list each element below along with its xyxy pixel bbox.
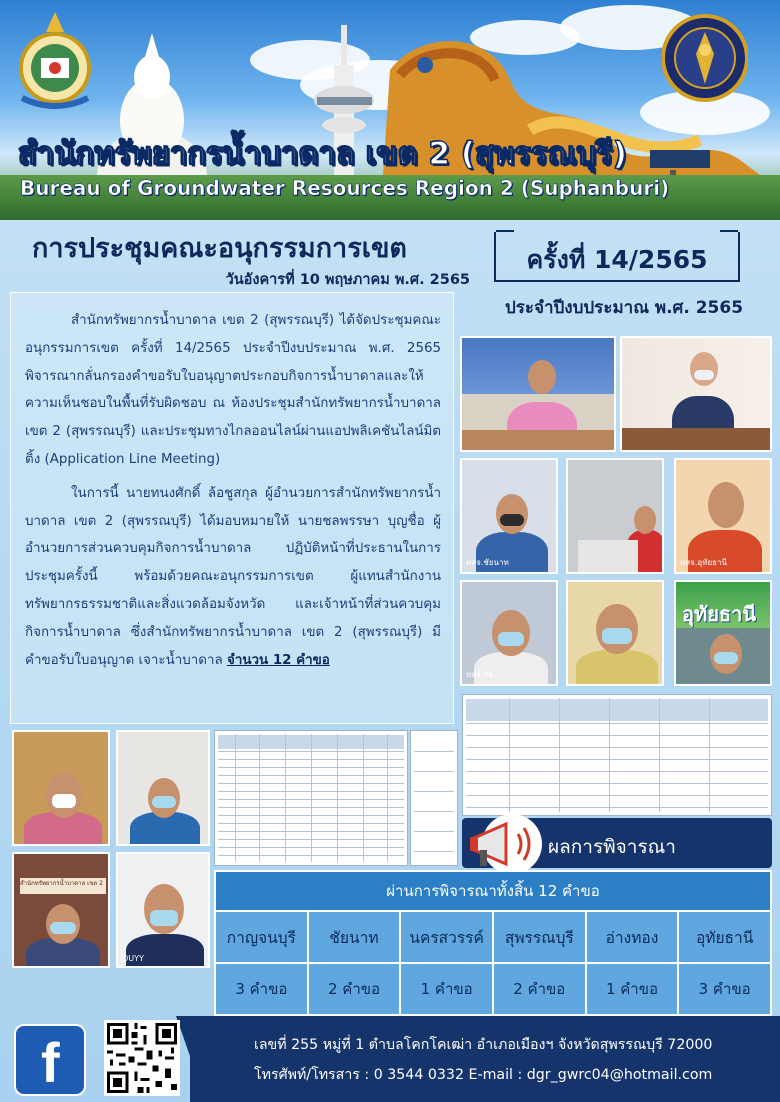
province-count: 2 คำขอ bbox=[493, 963, 586, 1015]
result-label: ผลการพิจารณา bbox=[548, 836, 676, 858]
meeting-photo bbox=[460, 336, 616, 452]
video-call-photo bbox=[674, 458, 772, 574]
video-call-photo bbox=[12, 730, 110, 846]
video-call-photo bbox=[674, 580, 772, 686]
header-banner bbox=[0, 0, 780, 220]
total-row bbox=[215, 871, 771, 911]
participant-caption: OUYY bbox=[122, 954, 144, 963]
session-number: ครั้งที่ 14/2565 bbox=[526, 245, 708, 274]
footer-bar bbox=[190, 1016, 780, 1102]
meeting-agenda-sheet bbox=[410, 730, 458, 866]
banner-title-english: Bureau of Groundwater Resources Region 2 (Suphanburi) bbox=[20, 176, 670, 200]
participant-caption: ทสจ.กจ. bbox=[466, 670, 496, 679]
province-count: 1 คำขอ bbox=[400, 963, 493, 1015]
banner-title-thai: สำนักทรัพยากรน้ำบาดาล เขต 2 (สุพรรณบุรี) bbox=[18, 136, 627, 172]
qr-code-icon[interactable] bbox=[104, 1020, 180, 1096]
meeting-date: วันอังคารที่ 10 พฤษภาคม พ.ศ. 2565 bbox=[225, 272, 470, 288]
province-count: 2 คำขอ bbox=[308, 963, 401, 1015]
facebook-icon[interactable] bbox=[14, 1024, 86, 1096]
facebook-glyph: f bbox=[41, 1031, 60, 1094]
footer-contact: โทรศัพท์/โทรสาร : 0 3544 0332 E-mail : dgr_gwrc04@hotmail.com bbox=[254, 1067, 713, 1083]
province-name: นครสวรรค์ bbox=[400, 911, 493, 963]
participant-caption: ทสจ.ชัยนาท bbox=[466, 558, 509, 567]
paragraph-2-text: ในการนี้ นายทนงศักดิ์ ล้อชูสกุล ผู้อำนวยการสำนักทรัพยากรน้ำบาดาล เขต 2 (สุพรรณบุรี) ได้มอบหมายให้ นายชลพรรษา บุญชื่อ ผู้อำนวยการส่วนควบคุมกิจการน้ำบาดาล ปฏิบัติหน้าที่ประธานในการประชุมครั้งนี้ พร้อมด้วยคณะอนุกรรมการเขต ผู้แทนสำนักงานทรัพยากรธรรมชาติและสิ่งแวดล้อมจังหวัด และเจ้าหน้าที่ส่วนควบคุมกิจการน้ำบาดาล ซึ่งสำนักทรัพยากรน้ำบาดาล เขต 2 (สุพรรณบุรี) มีคำขอรับใบอนุญาต เจาะน้ำบาดาล bbox=[25, 485, 441, 668]
body-text-box bbox=[10, 292, 454, 724]
meeting-photo bbox=[620, 336, 772, 452]
province-name: สุพรรณบุรี bbox=[493, 911, 586, 963]
province-count: 3 คำขอ bbox=[215, 963, 308, 1015]
meeting-agenda-sheet bbox=[214, 730, 408, 866]
province-count: 3 คำขอ bbox=[678, 963, 771, 1015]
province-name: อ่างทอง bbox=[586, 911, 679, 963]
fiscal-year: ประจำปีงบประมาณ พ.ศ. 2565 bbox=[504, 298, 744, 318]
video-call-photo bbox=[116, 730, 210, 846]
bureau-logo bbox=[14, 10, 96, 110]
participant-caption: ทสจ.อุทัยธานี bbox=[680, 558, 727, 567]
department-seal bbox=[662, 8, 748, 104]
paragraph-2 bbox=[25, 480, 441, 675]
video-call-photo bbox=[566, 458, 664, 574]
video-call-photo bbox=[460, 580, 558, 686]
province-tag: อุทัยธานี bbox=[682, 602, 757, 626]
province-name: ชัยนาท bbox=[308, 911, 401, 963]
video-call-photo bbox=[566, 580, 664, 686]
province-count: 1 คำขอ bbox=[586, 963, 679, 1015]
video-call-photo bbox=[460, 458, 558, 574]
session-box bbox=[494, 232, 740, 282]
province-name: กาญจนบุรี bbox=[215, 911, 308, 963]
total-approved: ผ่านการพิจารณาทั้งสิ้น 12 คำขอ bbox=[215, 871, 771, 911]
province-row bbox=[215, 911, 771, 963]
province-name: อุทัยธานี bbox=[678, 911, 771, 963]
count-row bbox=[215, 963, 771, 1015]
summary-spreadsheet-image bbox=[462, 694, 772, 816]
footer-address: เลขที่ 255 หมู่ที่ 1 ตำบลโคกโคเฒ่า อำเภอเมืองฯ จังหวัดสุพรรณบุรี 72000 bbox=[254, 1037, 713, 1053]
room-sign: สำนักทรัพยากรน้ำบาดาล เขต 2 bbox=[20, 878, 106, 894]
paragraph-1: สำนักทรัพยากรน้ำบาดาล เขต 2 (สุพรรณบุรี) ได้จัดประชุมคณะอนุกรรมการเขต ครั้งที่ 14/2565 ประจำปีงบประมาณ พ.ศ. 2565 พิจารณากลั่นกรองคำขอรับใบอนุญาตประกอบกิจการน้ำบาดาลและให้ความเห็นชอบในพื้นที่รับผิดชอบ ณ ห้องประชุมสำนักทรัพยากรน้ำบาดาล เขต 2 (สุพรรณบุรี) และประชุมทางไกลออนไลน์ผ่านแอปพลิเคชันไลน์มิตติ้ง (Application Line Meeting) bbox=[25, 313, 441, 467]
megaphone-icon bbox=[462, 812, 542, 876]
result-summary-table bbox=[214, 870, 772, 1016]
video-call-photo bbox=[12, 852, 110, 968]
video-call-photo bbox=[116, 852, 210, 968]
meeting-title: การประชุมคณะอนุกรรมการเขต bbox=[32, 233, 407, 264]
paragraph-2-emphasis: จำนวน 12 คำขอ bbox=[226, 652, 330, 668]
